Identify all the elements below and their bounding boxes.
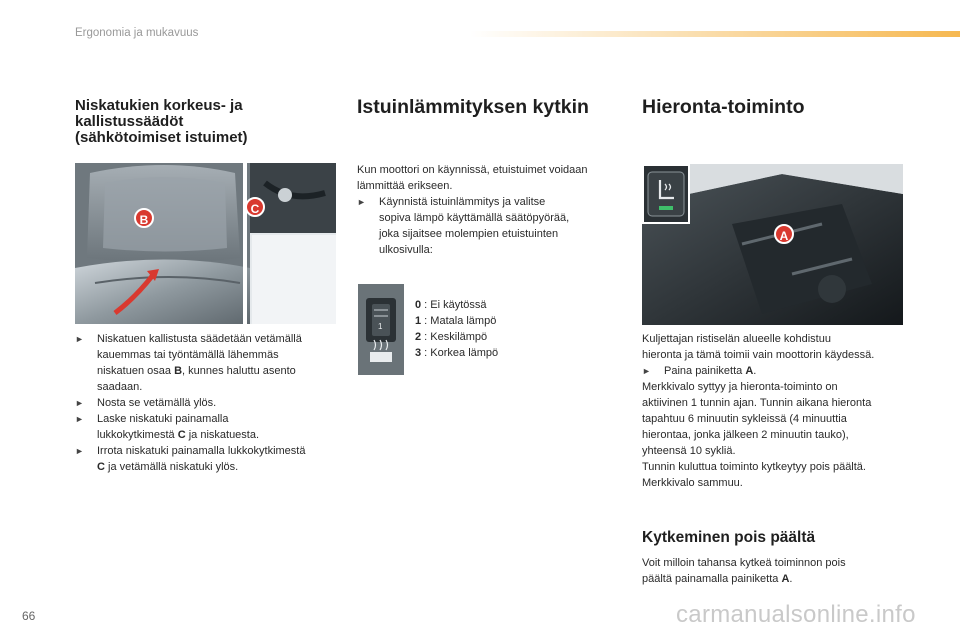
arrow-bullet-icon: ► [75,414,84,424]
arrow-bullet-icon: ► [75,446,84,456]
massage-title: Hieronta-toiminto [642,96,805,118]
arrow-bullet-icon: ► [357,197,366,207]
massage-text: Kuljettajan ristiselän alueelle kohdistuu hieronta ja tämä toimii vain moottorin käydessä. ► Paina painiketta A. Merkkivalo syttyy ja hieronta-toiminto on aktiivinen 1 tunnin ajan. Tunnin aikana hieronta tapahtuu 6 minuutin sykleissä (4 minuuttia hierontaa, jonka jälkeen 2 minuutin tauko), yhteensä 10 sykliä. Tunnin kuluttua toiminto kytkeytyy pois päältä. Merkkivalo sammuu. [642,331,922,491]
heating-dial-illustration [358,284,404,375]
arrow-bullet-icon: ► [75,398,84,408]
page-number: 66 [22,609,36,623]
arrow-bullet-icon: ► [642,366,651,376]
svg-text:1: 1 [378,322,383,331]
list-item: ► Niskatuen kallistusta säädetään vetämällä kauemmas tai työntämällä lähemmäs niskatuen osaa B, kunnes haluttu asento saadaan. [75,333,302,393]
heating-levels-legend [415,297,498,361]
massage-button-photo [642,164,903,325]
list-item: ► Käynnistä istuinlämmitys ja valitse sopiva lämpö käyttämällä säätöpyörää, joka sijaitsee molempien etuistuinten ulkosivulla: [357,196,570,256]
callout-b-marker: B [134,208,154,228]
headrest-illustration [75,163,336,324]
list-item: 1 : Matala lämpö [415,315,497,327]
headrest-photo [75,163,336,324]
seat-heating-text: Kun moottori on käynnissä, etuistuimet voidaan lämmittää erikseen. ► Käynnistä istuinlämmitys ja valitse sopiva lämpö käyttämällä säätöpyörää, joka sijaitsee molempien etuistuinten ulkosivulla: [357,162,627,258]
callout-c-marker: C [245,197,265,217]
list-item: ► Nosta se vetämällä ylös. [75,397,217,409]
list-item: 2 : Keskilämpö [415,331,488,343]
seat-massage-icon [644,166,688,222]
list-item: 0 : Ei käytössä [415,299,487,311]
massage-button-inset [642,164,690,224]
section-header: Ergonomia ja mukavuus [75,27,199,39]
watermark: carmanualsonline.info [676,601,916,628]
switch-off-text: Voit milloin tahansa kytkeä toiminnon pois päältä painamalla painiketta A. [642,557,846,585]
list-item: ► Laske niskatuki painamalla lukkokytkimestä C ja niskatuesta. [75,413,260,441]
headrest-section-title: Niskatukien korkeus- ja kallistussäädöt (sähkötoimiset istuimet) [75,97,248,146]
switch-off-title: Kytkeminen pois päältä [642,529,816,546]
headrest-instructions [75,331,345,475]
list-item: 3 : Korkea lämpö [415,347,499,359]
heating-dial-photo [358,284,404,375]
arrow-bullet-icon: ► [75,334,84,344]
list-item: ► Irrota niskatuki painamalla lukkokytkimestä C ja vetämällä niskatuki ylös. [75,445,306,473]
header-accent-bar [470,31,960,37]
list-item: ► Paina painiketta A. [642,365,757,377]
seat-heating-title: Istuinlämmityksen kytkin [357,96,589,118]
callout-a-marker: A [774,224,794,244]
